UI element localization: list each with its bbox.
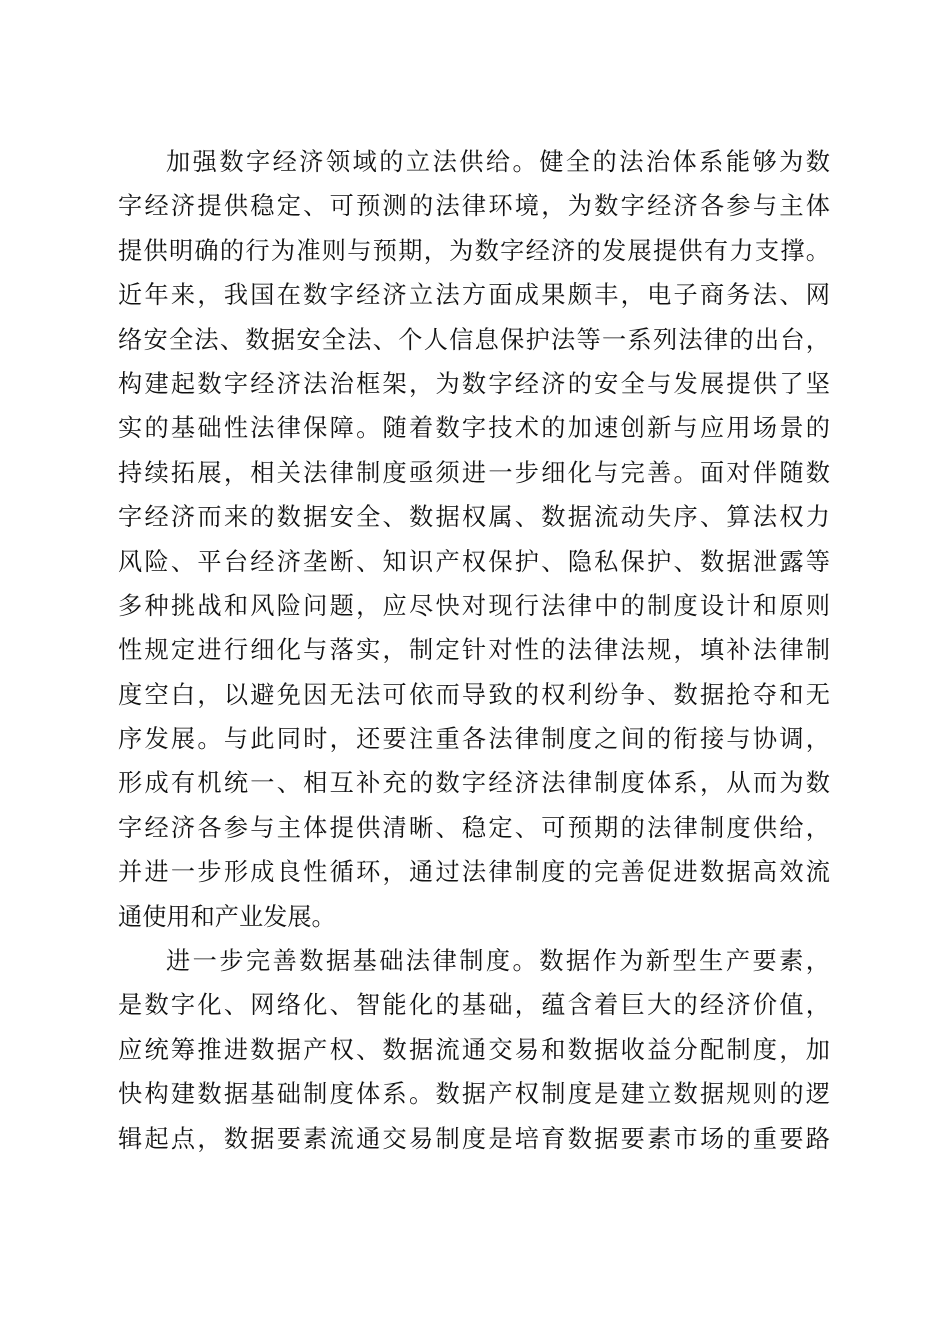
text-line: 辑起点，数据要素流通交易制度是培育数据要素市场的重要路	[118, 1124, 830, 1153]
text-line: 应统筹推进数据产权、数据流通交易和数据收益分配制度，加	[118, 1035, 830, 1064]
text-line: 字经济提供稳定、可预测的法律环境，为数字经济各参与主体	[118, 192, 830, 221]
text-line: 序发展。与此同时，还要注重各法律制度之间的衔接与协调，	[118, 725, 830, 754]
paragraph-data-foundation	[118, 939, 830, 1161]
text-line: 提供明确的行为准则与预期，为数字经济的发展提供有力支撑。	[118, 236, 830, 265]
text-line: 性规定进行细化与落实，制定针对性的法律法规，填补法律制	[118, 636, 830, 665]
text-line: 实的基础性法律保障。随着数字技术的加速创新与应用场景的	[118, 414, 830, 443]
text-line: 加强数字经济领域的立法供给。健全的法治体系能够为数	[166, 148, 830, 176]
text-line: 络安全法、数据安全法、个人信息保护法等一系列法律的出台，	[118, 325, 830, 354]
paragraph-legislative-supply	[118, 140, 830, 939]
text-line: 度空白，以避免因无法可依而导致的权利纷争、数据抢夺和无	[118, 680, 830, 709]
text-line: 风险、平台经济垄断、知识产权保护、隐私保护、数据泄露等	[118, 547, 830, 576]
text-line: 多种挑战和风险问题，应尽快对现行法律中的制度设计和原则	[118, 591, 830, 620]
text-line: 快构建数据基础制度体系。数据产权制度是建立数据规则的逻	[118, 1080, 830, 1109]
text-line: 持续拓展，相关法律制度亟须进一步细化与完善。面对伴随数	[118, 458, 830, 487]
text-line: 构建起数字经济法治框架，为数字经济的安全与发展提供了坚	[118, 369, 830, 398]
text-line: 通使用和产业发展。	[118, 902, 336, 931]
document-body	[118, 140, 830, 1161]
text-line: 字经济而来的数据安全、数据权属、数据流动失序、算法权力	[118, 503, 830, 532]
text-line: 并进一步形成良性循环，通过法律制度的完善促进数据高效流	[118, 858, 830, 887]
text-line: 进一步完善数据基础法律制度。数据作为新型生产要素，	[166, 947, 830, 976]
text-line: 字经济各参与主体提供清晰、稳定、可预期的法律制度供给，	[118, 813, 830, 842]
text-line: 近年来，我国在数字经济立法方面成果颇丰，电子商务法、网	[118, 281, 830, 310]
text-line: 是数字化、网络化、智能化的基础，蕴含着巨大的经济价值，	[118, 991, 830, 1020]
text-line: 形成有机统一、相互补充的数字经济法律制度体系，从而为数	[118, 769, 830, 798]
